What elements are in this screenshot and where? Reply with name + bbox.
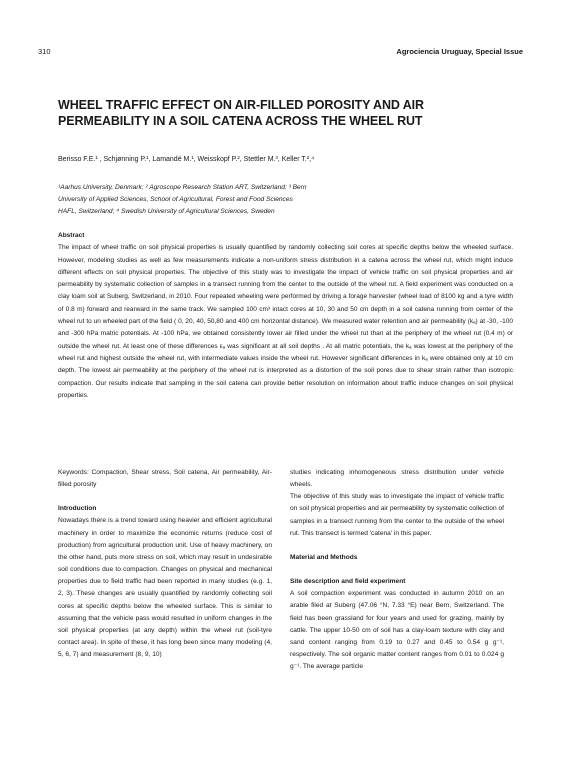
- page-number: 310: [38, 47, 51, 56]
- site-text: A soil compaction experiment was conducted in autumn 2010 on an arable filed at Suberg (47.06 °N, 7.33 °E) near Bern, Switzerland. The field has been grassland for four years and used for grazing, mainly by cattle. The upper 10-50 cm of soil has a clay-loam texture with clay and sand content ranging from 0.19 to 0.27 and 0.45 to 0.54 g g⁻¹, respectively. The soil organic matter content ranges from 0.01 to 0.024 g g⁻¹. The average particle: [290, 590, 504, 671]
- keywords: Keywords: Compaction, Shear stress, Soil catena, Air permeability, Air-filled porosity: [58, 469, 272, 489]
- journal-name: Agrociencia Uruguay, Special Issue: [396, 47, 523, 56]
- affiliations: [58, 182, 518, 218]
- affiliation-line: University of Applied Sciences, School of Agricultural, Forest and Food Sciences: [58, 196, 293, 203]
- abstract-heading: Abstract: [58, 232, 85, 239]
- introduction-heading: Introduction: [58, 505, 97, 513]
- abstract-section: [58, 230, 513, 402]
- article-title: WHEEL TRAFFIC EFFECT ON AIR-FILLED POROSITY AND AIR PERMEABILITY IN A SOIL CATENA ACROSS THE WHEEL RUT: [58, 98, 424, 128]
- methods-heading: Material and Methods: [290, 553, 358, 561]
- right-column: [290, 467, 504, 673]
- site-heading: Site description and field experiment: [290, 578, 406, 586]
- introduction-text: Nowadays there is a trend toward using heavier and efficient agricultural machinery in order to maximize the economic returns (reduce cost of production) from agricultural production unit. Use of heavy machinery, on the other hand, puts more stress on soil, which may result in undesirable soil conditions due to compaction. Changes on physical and mechanical properties due to field traffic had been reported in many studies (e.g. 1, 2, 3). These changes are usually quantified by randomly collecting soil cores at specific depths below the wheeled surface. This is similar to assuming that the vehicle pass would resulted in uniform changes in the soil physical properties (at any depth) within the wheel rut (soil-tyre contact area). In spite of these, it has long been since many modeling (4, 5, 6, 7) and measurement (8, 9, 10): [58, 517, 272, 659]
- affiliation-line: HAFL, Switzerland; ⁴ Swedish University of Agricultural Sciences, Sweden: [58, 208, 275, 215]
- affiliation-line: ¹Aarhus University, Denmark; ² Agroscope Research Station ART, Switzerland; ³ Bern: [58, 184, 307, 191]
- left-column: [58, 467, 272, 661]
- running-header: [38, 47, 523, 59]
- objective-text: The objective of this study was to investigate the impact of vehicle traffic on soil physical properties and air permeability by systematic collection of samples in a transect running from the center to the outside of the wheel rut. This transect is termed 'catena' in this paper.: [290, 493, 504, 537]
- abstract-text: The impact of wheel traffic on soil physical properties is usually quantified by randomly collecting soil cores at specific depths below the wheeled surface. However, modeling studies as well as few measurements indicate a non-uniform stress distribution in a catena across the wheel rut, which might induce different effects on soil physical properties. The objective of this study was to investigate the impact of vehicle traffic on soil physical properties and air permeability by systematic collection of samples in a transect running from the center to the outside of the wheel rut. A field experiment was conducted on a clay loam soil at Suberg, Switzerland, in 2010. Four repeated wheeling were performed by driving a forage harvester (wheel load of 8100 kg and a tyre width of 0.8 m) forward and rearward in the same track. We sampled 100 cm³ intact cores at 10, 30 and 50 cm depth in a soil catena running from center of the wheel rut to un wheeled part of the field ( 0, 20, 40, 50,80 and 400 cm horizontal distance). We measured water retention and air permeability (kₐ) at -30, -100 and -300 hPa matric potentials. At -100 hPa, we obtained consistently lower air filled under the wheel rut than at the periphery of the wheel rut (0.4 m) or outside the wheel rut. At least one of these differences εₐ was significant at all soil depths . At all matric potentials, the kₐ was lowest at the periphery of the wheel rut and highest outside the wheel rut, with intermediate values inside the wheel rut. However significant differences in kₐ were obtained only at 10 cm depth. The lowest air permeability at the periphery of the wheel rut is interpreted as a distortion of the soil pores due to shear strain rather than isotropic compaction. Our results indicate that sampling in the soil catena can provide better resolution on information about traffic induce changes on soil physical properties.: [58, 244, 513, 399]
- continued-text: studies indicating inhomogeneous stress distribution under vehicle wheels.: [290, 469, 504, 489]
- author-list: Berisso F.E.¹ , Schjønning P.¹, Lamandé M.¹, Weisskopf P.², Stettler M.³, Keller T.²,⁴: [58, 156, 315, 163]
